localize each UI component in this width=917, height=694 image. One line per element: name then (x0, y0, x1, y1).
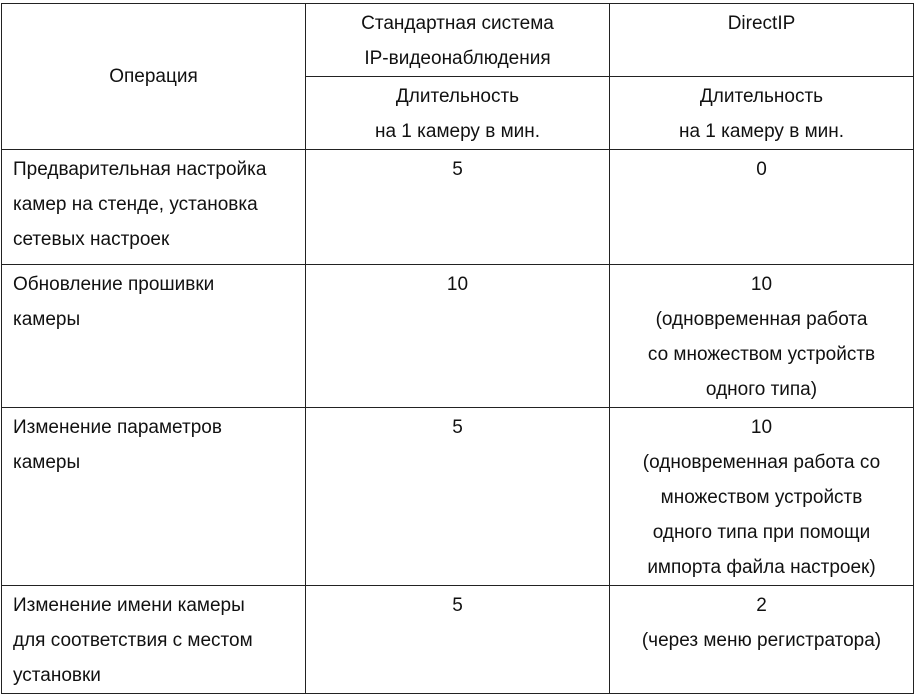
table-row (2, 586, 914, 694)
directip-note-line: (через меню регистратора) (641, 630, 882, 651)
standard-value: 10 (446, 274, 469, 295)
directip-value: 2 (756, 595, 767, 616)
operation-cell (2, 265, 306, 408)
operation-cell (2, 150, 306, 265)
operation-header: Операция (109, 66, 198, 87)
directip-note-line: (одновременная работа (655, 309, 868, 330)
directip-value: 0 (756, 159, 767, 180)
standard-value-cell (306, 265, 610, 408)
standard-duration-line-2: на 1 камеру в мин. (374, 121, 541, 142)
standard-header-line-2: IP-видеонаблюдения (364, 48, 551, 69)
header-row-1 (2, 4, 914, 77)
operation-text-line: камеры (13, 452, 81, 473)
directip-note-line: множеством устройств (660, 487, 863, 508)
comparison-table (1, 3, 914, 694)
standard-value: 5 (452, 159, 463, 180)
directip-value-cell (610, 586, 914, 694)
table-row (2, 150, 914, 265)
standard-header-cell (306, 4, 610, 77)
directip-value: 10 (750, 417, 773, 438)
directip-note-line: (одновременная работа со (642, 452, 881, 473)
operation-text-line: сетевых настроек (13, 229, 170, 250)
operation-text-line: установки (13, 665, 101, 686)
directip-note-line: со множеством устройств (647, 344, 876, 365)
operation-text-line: Обновление прошивки (13, 274, 215, 295)
standard-value-cell (306, 150, 610, 265)
operation-cell (2, 586, 306, 694)
directip-header-cell (610, 4, 914, 77)
operation-text-line: камеры (13, 309, 81, 330)
operation-text-line: Изменение имени камеры (13, 595, 245, 616)
standard-duration-header-cell (306, 77, 610, 150)
directip-header: DirectIP (727, 13, 796, 34)
operation-text-line: Предварительная настройка (13, 159, 267, 180)
directip-duration-header-cell (610, 77, 914, 150)
operation-text-line: Изменение параметров (13, 417, 222, 438)
standard-value: 5 (452, 417, 463, 438)
directip-value-cell (610, 150, 914, 265)
table-row (2, 408, 914, 586)
directip-note-line: импорта файла настроек) (647, 557, 876, 578)
directip-duration-line-2: на 1 камеру в мин. (678, 121, 845, 142)
directip-value: 10 (750, 274, 773, 295)
directip-value-cell (610, 265, 914, 408)
standard-header-line-1: Стандартная система (361, 13, 554, 34)
standard-value-cell (306, 586, 610, 694)
operation-header-cell (2, 4, 306, 150)
table-row (2, 265, 914, 408)
directip-note-line: одного типа) (705, 379, 818, 400)
directip-duration-line-1: Длительность (699, 86, 824, 107)
standard-value-cell (306, 408, 610, 586)
operation-cell (2, 408, 306, 586)
standard-value: 5 (452, 595, 463, 616)
directip-note-line: одного типа при помощи (652, 522, 871, 543)
operation-text-line: камер на стенде, установка (13, 194, 258, 215)
directip-value-cell (610, 408, 914, 586)
operation-text-line: для соответствия с местом (13, 630, 253, 651)
standard-duration-line-1: Длительность (395, 86, 520, 107)
